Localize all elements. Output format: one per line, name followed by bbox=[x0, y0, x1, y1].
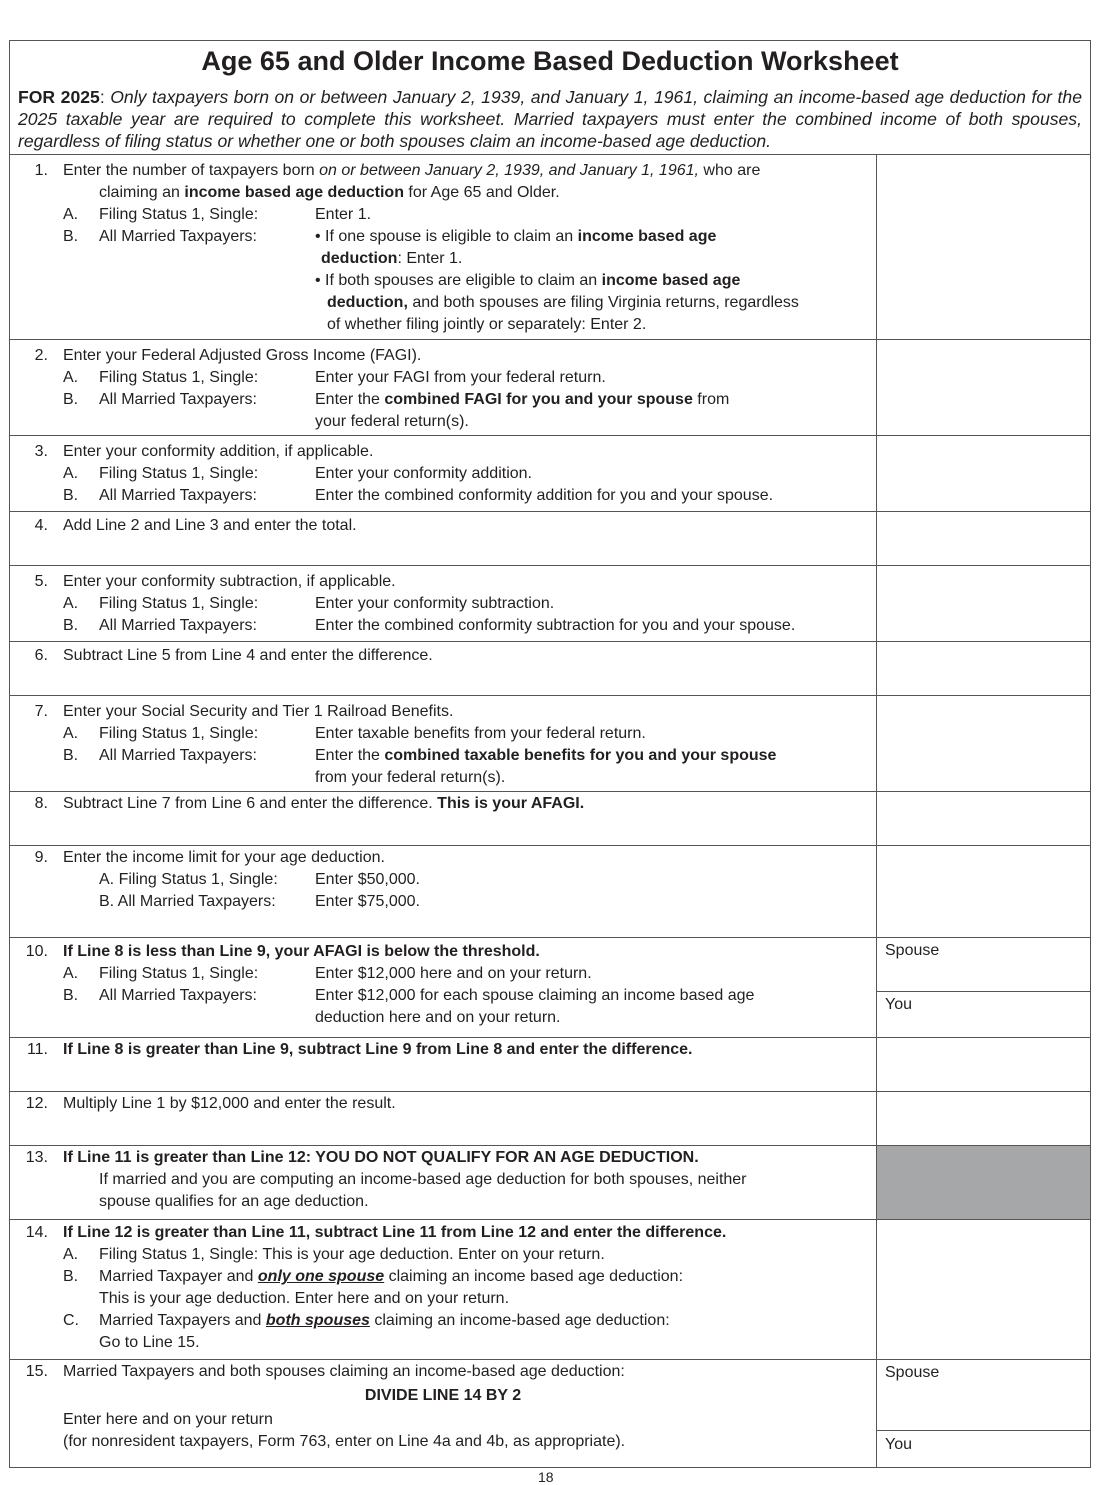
line-11-row bbox=[10, 1037, 1090, 1091]
line-12-row bbox=[10, 1091, 1090, 1145]
line-15-spouse-box[interactable] bbox=[877, 1360, 1090, 1430]
option-text: • If one spouse is eligible to claim an income based age bbox=[315, 228, 717, 245]
option-label: Filing Status 1, Single: bbox=[99, 465, 259, 482]
line-13-row bbox=[10, 1145, 1090, 1219]
line-3-row bbox=[10, 435, 1090, 511]
line-number: 8. bbox=[34, 795, 48, 812]
option-text: Enter taxable benefits from your federal return. bbox=[315, 725, 646, 742]
option-letter: A. bbox=[63, 965, 79, 982]
line-1-text: Enter the number of taxpayers born on or between January 2, 1939, and January 1, 1961, who are bbox=[63, 162, 761, 179]
option-text: your federal return(s). bbox=[315, 413, 469, 430]
line-7-entry-box[interactable] bbox=[876, 696, 1090, 791]
line-1-entry-box[interactable] bbox=[876, 155, 1090, 339]
line-2-row bbox=[10, 339, 1090, 435]
line-5-text: Enter your conformity subtraction, if applicable. bbox=[63, 573, 396, 590]
option-letter: B. bbox=[63, 391, 79, 408]
option-text: deduction, and both spouses are filing Virginia returns, regardless bbox=[327, 294, 799, 311]
line-7-row bbox=[10, 695, 1090, 791]
option-label: A. Filing Status 1, Single: bbox=[99, 871, 278, 888]
option-text: Enter $12,000 here and on your return. bbox=[315, 965, 592, 982]
option-label: All Married Taxpayers: bbox=[99, 987, 257, 1004]
line-number: 4. bbox=[34, 517, 48, 534]
option-text: Go to Line 15. bbox=[99, 1334, 200, 1351]
line-11-entry-box[interactable] bbox=[876, 1038, 1090, 1091]
option-text: Enter the combined FAGI for you and your spouse from bbox=[315, 391, 730, 408]
line-9-entry-box[interactable] bbox=[876, 846, 1090, 937]
option-text: Enter the combined conformity addition for you and your spouse. bbox=[315, 487, 774, 504]
line-15-entry-boxes bbox=[876, 1360, 1090, 1468]
option-text: Enter $12,000 for each spouse claiming an income based age bbox=[315, 987, 755, 1004]
option-letter: B. bbox=[63, 487, 79, 504]
intro-text: Only taxpayers born on or between January 2, 1939, and January 1, 1961, claiming an income-based age deduction for the 2025 taxable year are required to complete this worksheet. Married taxpayers must enter the combined income of both spouses, regardless of filing status or whether one or both spouses claim an income-based age deduction. bbox=[18, 87, 1082, 151]
worksheet bbox=[9, 40, 1091, 1468]
option-label: All Married Taxpayers: bbox=[99, 617, 257, 634]
option-label: Filing Status 1, Single: bbox=[99, 206, 259, 223]
you-label: You bbox=[885, 1436, 912, 1453]
option-letter: A. bbox=[63, 369, 79, 386]
line-6-text: Subtract Line 5 from Line 4 and enter the difference. bbox=[63, 647, 433, 664]
line-8-entry-box[interactable] bbox=[876, 792, 1090, 845]
line-10-you-box[interactable] bbox=[877, 992, 1090, 1037]
line-14-text: If Line 12 is greater than Line 11, subtract Line 11 from Line 12 and enter the difference. bbox=[63, 1224, 727, 1241]
line-4-text: Add Line 2 and Line 3 and enter the total. bbox=[63, 517, 357, 534]
line-number: 5. bbox=[34, 573, 48, 590]
line-9-row bbox=[10, 845, 1090, 937]
option-letter: B. bbox=[63, 617, 79, 634]
line-5-row bbox=[10, 565, 1090, 641]
option-label: Filing Status 1, Single: bbox=[99, 369, 259, 386]
spouse-label: Spouse bbox=[885, 942, 940, 959]
line-2-text: Enter your Federal Adjusted Gross Income (FAGI). bbox=[63, 347, 422, 364]
line-5-entry-box[interactable] bbox=[876, 566, 1090, 641]
line-14-entry-box[interactable] bbox=[876, 1220, 1090, 1359]
line-6-entry-box[interactable] bbox=[876, 642, 1090, 695]
line-1-row bbox=[10, 154, 1090, 339]
worksheet-title: Age 65 and Older Income Based Deduction Worksheet bbox=[201, 46, 899, 76]
option-label: All Married Taxpayers: bbox=[99, 228, 257, 245]
option-text: This is your age deduction. Enter here and on your return. bbox=[99, 1290, 510, 1307]
option-text: deduction: Enter 1. bbox=[321, 250, 463, 267]
line-15-text: Married Taxpayers and both spouses claiming an income-based age deduction: bbox=[63, 1363, 625, 1380]
option-letter: A. bbox=[63, 1246, 79, 1263]
line-number: 15. bbox=[25, 1363, 48, 1380]
page-number: 18 bbox=[538, 1469, 554, 1485]
line-4-entry-box[interactable] bbox=[876, 512, 1090, 565]
line-15-text-2: Enter here and on your return bbox=[63, 1411, 273, 1428]
option-label: All Married Taxpayers: bbox=[99, 487, 257, 504]
option-label: All Married Taxpayers: bbox=[99, 747, 257, 764]
option-letter: A. bbox=[63, 725, 79, 742]
line-3-entry-box[interactable] bbox=[876, 436, 1090, 511]
option-text: Enter your conformity addition. bbox=[315, 465, 532, 482]
line-13-text-3: spouse qualifies for an age deduction. bbox=[99, 1193, 369, 1210]
spouse-label: Spouse bbox=[885, 1364, 940, 1381]
intro-paragraph: FOR 2025: Only taxpayers born on or between January 2, 1939, and January 1, 1961, claiming an income-based age deduction for the 2025 taxable year are required to complete this worksheet. Married taxpayers must enter the combined income of both spouses, regardless of filing status or whether one or both spouses claim an income-based age deduction. bbox=[18, 87, 1082, 151]
line-10-spouse-box[interactable] bbox=[877, 938, 1090, 991]
option-text: Enter $50,000. bbox=[315, 871, 420, 888]
option-text: from your federal return(s). bbox=[315, 769, 506, 786]
line-13-text-2: If married and you are computing an income-based age deduction for both spouses, neither bbox=[99, 1171, 747, 1188]
line-8-text: Subtract Line 7 from Line 6 and enter the difference. This is your AFAGI. bbox=[63, 795, 585, 812]
option-text: • If both spouses are eligible to claim an income based age bbox=[315, 272, 741, 289]
line-number: 14. bbox=[25, 1224, 48, 1241]
option-label: Filing Status 1, Single: bbox=[99, 965, 259, 982]
line-3-text: Enter your conformity addition, if applicable. bbox=[63, 443, 374, 460]
line-10-entry-boxes bbox=[876, 938, 1090, 1037]
option-label: B. All Married Taxpayers: bbox=[99, 893, 276, 910]
line-9-text: Enter the income limit for your age deduction. bbox=[63, 849, 385, 866]
divide-instruction: DIVIDE LINE 14 BY 2 bbox=[364, 1387, 522, 1404]
line-number: 9. bbox=[34, 849, 48, 866]
option-letter: B. bbox=[63, 228, 79, 245]
option-label: All Married Taxpayers: bbox=[99, 391, 257, 408]
line-11-text: If Line 8 is greater than Line 9, subtract Line 9 from Line 8 and enter the difference. bbox=[63, 1041, 693, 1058]
line-15-you-box[interactable] bbox=[877, 1431, 1090, 1468]
line-number: 3. bbox=[34, 443, 48, 460]
option-text: Enter $75,000. bbox=[315, 893, 420, 910]
option-text: Filing Status 1, Single: This is your age deduction. Enter on your return. bbox=[99, 1246, 605, 1263]
option-letter: B. bbox=[63, 1268, 79, 1285]
option-letter: B. bbox=[63, 747, 79, 764]
line-15-text-3: (for nonresident taxpayers, Form 763, enter on Line 4a and 4b, as appropriate). bbox=[63, 1433, 626, 1450]
line-7-text: Enter your Social Security and Tier 1 Railroad Benefits. bbox=[63, 703, 454, 720]
option-letter: C. bbox=[63, 1312, 79, 1329]
option-letter: A. bbox=[63, 465, 79, 482]
option-text: Married Taxpayer and only one spouse claiming an income based age deduction: bbox=[99, 1268, 684, 1285]
line-1-text-2: claiming an income based age deduction for Age 65 and Older. bbox=[99, 184, 560, 201]
line-number: 11. bbox=[26, 1041, 48, 1058]
option-text: Enter the combined taxable benefits for you and your spouse bbox=[315, 747, 777, 764]
you-label: You bbox=[885, 996, 912, 1013]
option-letter: B. bbox=[63, 987, 79, 1004]
option-letter: A. bbox=[63, 595, 79, 612]
option-text: deduction here and on your return. bbox=[315, 1009, 561, 1026]
line-12-text: Multiply Line 1 by $12,000 and enter the result. bbox=[63, 1095, 396, 1112]
option-text: Enter the combined conformity subtraction for you and your spouse. bbox=[315, 617, 796, 634]
intro-lead: FOR 2025 bbox=[18, 87, 100, 107]
line-13-shaded-box bbox=[876, 1146, 1090, 1219]
line-13-text: If Line 11 is greater than Line 12: YOU DO NOT QUALIFY FOR AN AGE DEDUCTION. bbox=[63, 1149, 699, 1166]
line-number: 10. bbox=[25, 943, 48, 960]
line-number: 1. bbox=[34, 162, 48, 179]
line-12-entry-box[interactable] bbox=[876, 1092, 1090, 1145]
option-text: Enter 1. bbox=[315, 206, 372, 223]
option-letter: A. bbox=[63, 206, 79, 223]
line-2-entry-box[interactable] bbox=[876, 340, 1090, 435]
line-10-text: If Line 8 is less than Line 9, your AFAGI is below the threshold. bbox=[63, 943, 540, 960]
option-text: Married Taxpayers and both spouses claiming an income-based age deduction: bbox=[99, 1312, 670, 1329]
line-number: 6. bbox=[34, 647, 48, 664]
line-number: 2. bbox=[34, 347, 48, 364]
line-15-row bbox=[10, 1359, 1090, 1468]
line-6-row bbox=[10, 641, 1090, 695]
line-4-row bbox=[10, 511, 1090, 565]
option-label: Filing Status 1, Single: bbox=[99, 595, 259, 612]
option-text: of whether filing jointly or separately: Enter 2. bbox=[327, 316, 647, 333]
line-number: 7. bbox=[34, 703, 48, 720]
line-14-row bbox=[10, 1219, 1090, 1359]
line-10-row bbox=[10, 937, 1090, 1037]
line-number: 13. bbox=[25, 1149, 48, 1166]
option-text: Enter your conformity subtraction. bbox=[315, 595, 555, 612]
option-text: Enter your FAGI from your federal return. bbox=[315, 369, 606, 386]
option-label: Filing Status 1, Single: bbox=[99, 725, 259, 742]
line-number: 12. bbox=[25, 1095, 48, 1112]
line-8-row bbox=[10, 791, 1090, 845]
